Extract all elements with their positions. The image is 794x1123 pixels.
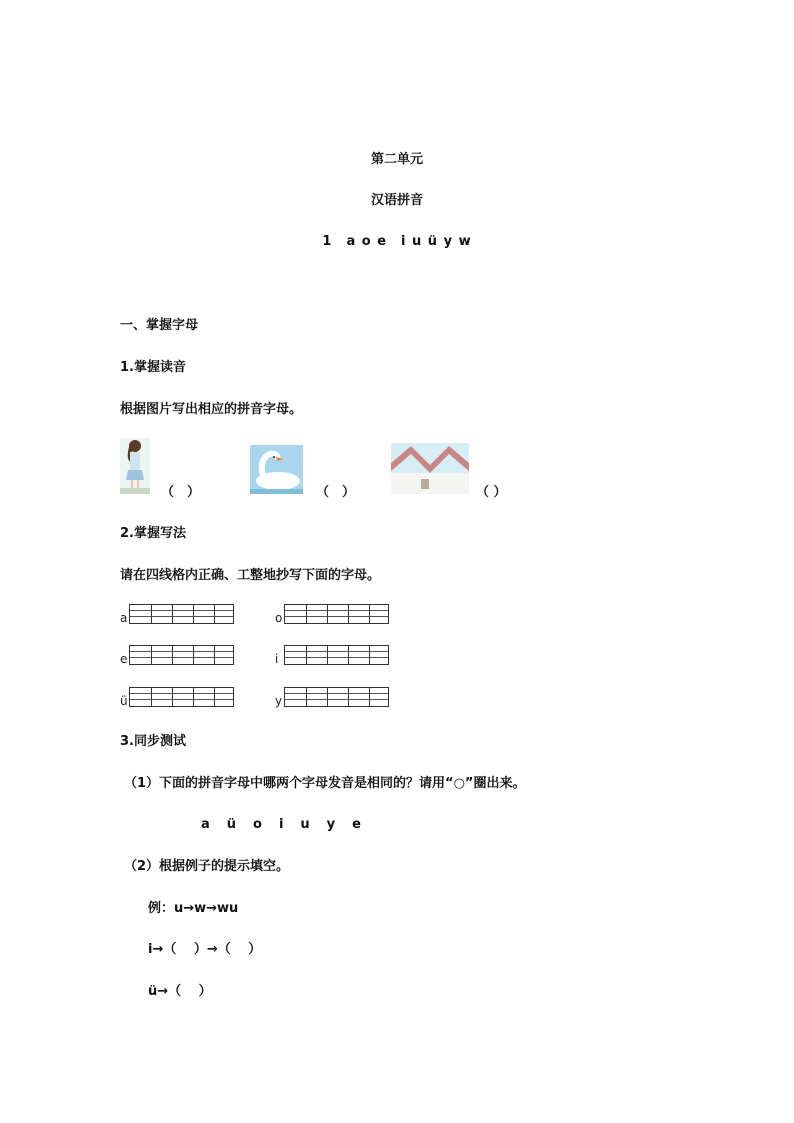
answer-blank-1[interactable]: （ ）	[161, 485, 201, 500]
fill-line-u-umlaut[interactable]: ü→（ ）	[148, 984, 212, 999]
fill-line-i[interactable]: i→（ ）→（ ）	[148, 942, 262, 957]
topic-title: 汉语拼音	[370, 193, 423, 208]
lesson-title: 1 a o e i u ü y w	[322, 234, 472, 249]
question-3-part-1: （1）下面的拼音字母中哪两个字母发音是相同的？请用“○”圈出来。	[124, 776, 526, 791]
question-3-title: 3.同步测试	[120, 734, 186, 749]
answer-blank-2[interactable]: （ ）	[316, 485, 356, 500]
section-title: 一、掌握字母	[120, 318, 199, 333]
writing-grid-u-umlaut[interactable]	[129, 687, 234, 707]
letter-y: y	[275, 694, 283, 708]
unit-title: 第二单元	[370, 152, 423, 167]
example-line: 例：u→w→wu	[148, 901, 239, 916]
swan-illustration	[250, 445, 303, 494]
letter-e: e	[120, 652, 128, 666]
writing-grid-a[interactable]	[129, 604, 234, 624]
letter-u-umlaut: ü	[120, 694, 128, 708]
writing-grid-e[interactable]	[129, 645, 234, 665]
question-2-title: 2.掌握写法	[120, 526, 186, 541]
letters-to-circle[interactable]: a ü o i u y e	[201, 817, 363, 832]
question-3-part-2: （2）根据例子的提示填空。	[124, 859, 290, 874]
writing-grid-o[interactable]	[284, 604, 389, 624]
answer-blank-3[interactable]: （ ）	[476, 485, 507, 500]
girl-illustration	[120, 438, 150, 494]
letter-i: i	[275, 652, 279, 666]
house-roof-illustration	[391, 443, 469, 494]
writing-grid-y[interactable]	[284, 687, 389, 707]
letter-o: o	[275, 611, 283, 625]
writing-grid-i[interactable]	[284, 645, 389, 665]
letter-a: a	[120, 611, 128, 625]
question-1-instruction: 根据图片写出相应的拼音字母。	[120, 402, 303, 417]
question-2-instruction: 请在四线格内正确、工整地抄写下面的字母。	[120, 568, 381, 583]
question-1-title: 1.掌握读音	[120, 360, 186, 375]
